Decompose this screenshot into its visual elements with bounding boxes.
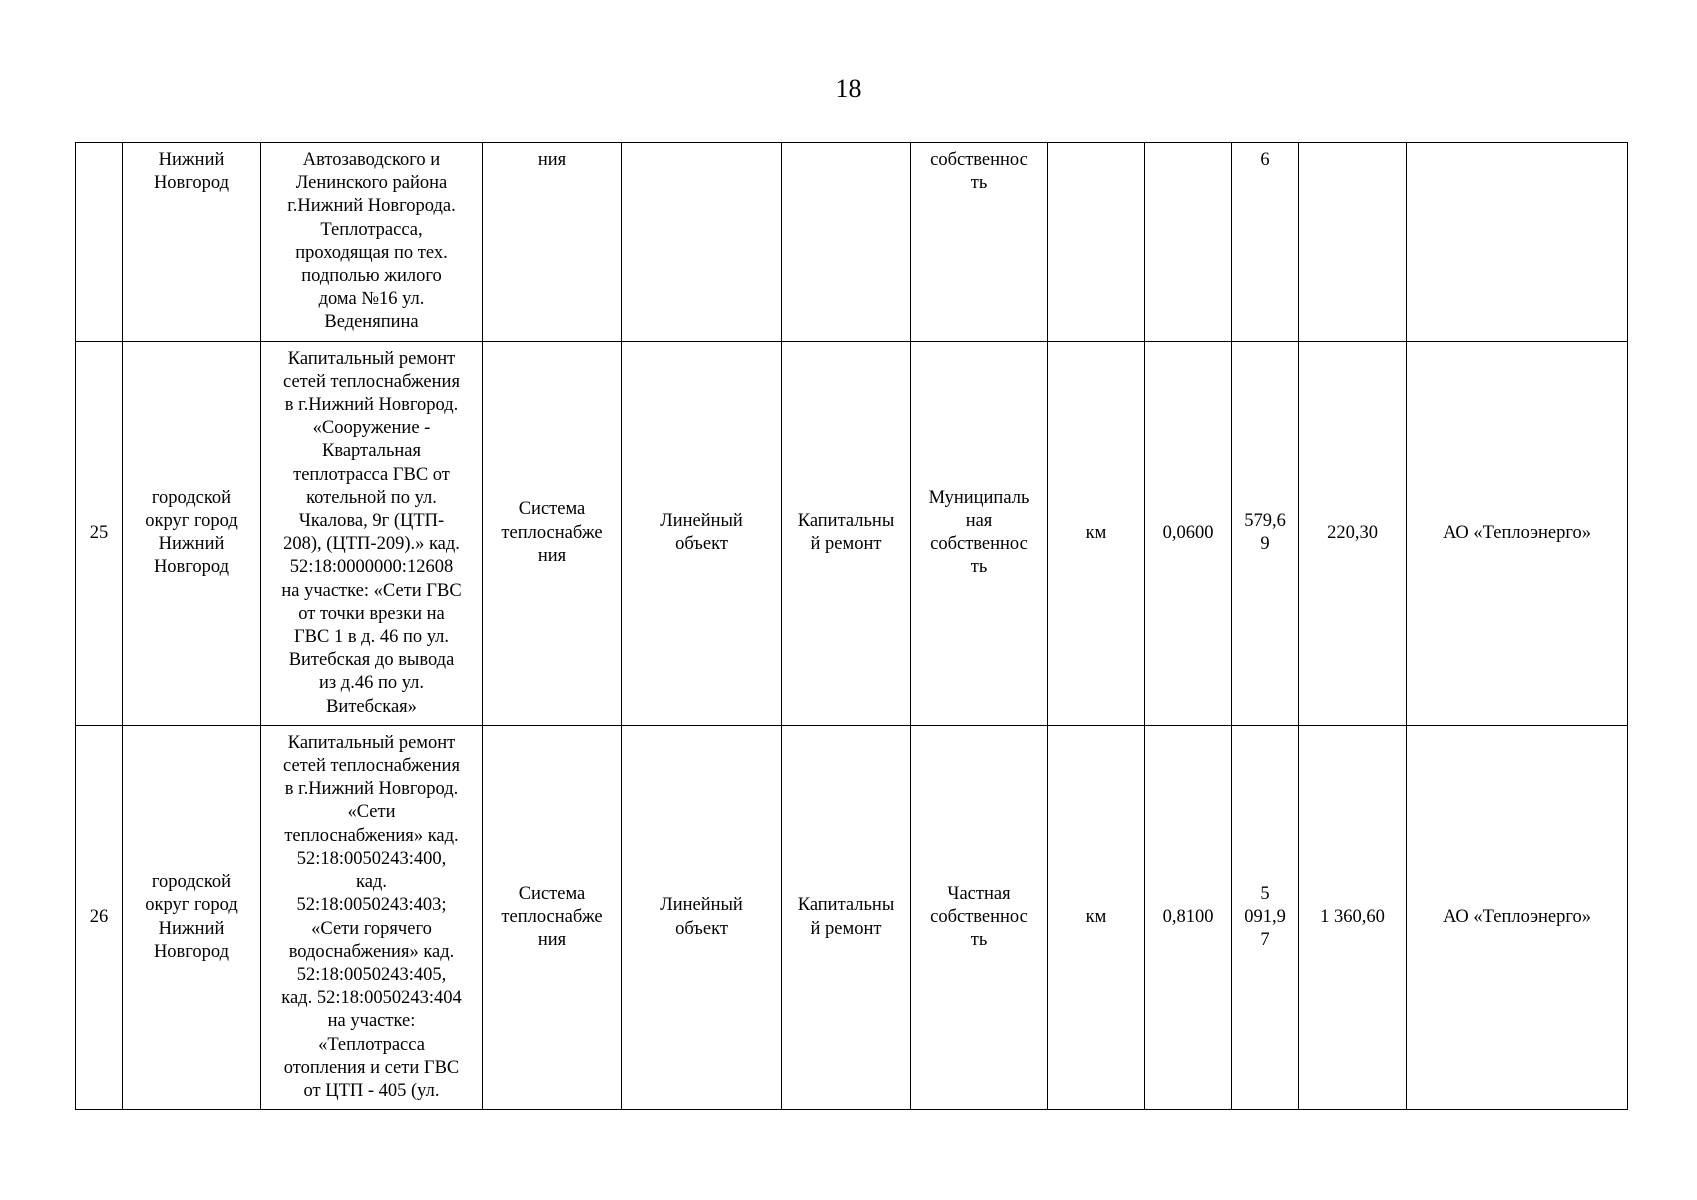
cell-ownership: Муниципаль ная собственнос ть: [911, 341, 1048, 725]
cell-length: [1145, 143, 1232, 342]
cell-amount: [1299, 143, 1407, 342]
cell-cost: 6: [1232, 143, 1299, 342]
cell-object-type: Линейный объект: [622, 341, 782, 725]
cell-cost: 5 091,9 7: [1232, 725, 1299, 1109]
cell-num: 25: [76, 341, 123, 725]
cell-amount: 1 360,60: [1299, 725, 1407, 1109]
table-row: [76, 725, 1628, 1109]
cell-object-type: Линейный объект: [622, 725, 782, 1109]
cell-object-type: [622, 143, 782, 342]
cell-ownership: собственнос ть: [911, 143, 1048, 342]
cell-work-type: [782, 143, 911, 342]
cell-municipality: городской округ город Нижний Новгород: [123, 725, 261, 1109]
cell-unit: км: [1048, 341, 1145, 725]
cell-num: 26: [76, 725, 123, 1109]
data-table: [75, 142, 1628, 1110]
cell-organization: [1407, 143, 1628, 342]
cell-description: Автозаводского и Ленинского района г.Нижний Новгорода. Теплотрасса, проходящая по тех. подполью жилого дома №16 ул. Веденяпина: [261, 143, 483, 342]
cell-description: Капитальный ремонт сетей теплоснабжения в г.Нижний Новгород. «Сооружение - Квартальная теплотрасса ГВС от котельной по ул. Чкалова, 9г (ЦТП- 208), (ЦТП-209).» кад. 52:18:0000000:12608 на участке: «Сети ГВС от точки врезки на ГВС 1 в д. 46 по ул. Витебская до вывода из д.46 по ул. Витебская»: [261, 341, 483, 725]
cell-ownership: Частная собственнос ть: [911, 725, 1048, 1109]
cell-system: ния: [483, 143, 622, 342]
cell-unit: [1048, 143, 1145, 342]
cell-length: 0,0600: [1145, 341, 1232, 725]
cell-work-type: Капитальны й ремонт: [782, 341, 911, 725]
cell-num: [76, 143, 123, 342]
table-row: [76, 341, 1628, 725]
cell-system: Система теплоснабже ния: [483, 341, 622, 725]
cell-cost: 579,6 9: [1232, 341, 1299, 725]
cell-unit: км: [1048, 725, 1145, 1109]
page-number: 18: [835, 74, 862, 103]
cell-length: 0,8100: [1145, 725, 1232, 1109]
cell-amount: 220,30: [1299, 341, 1407, 725]
cell-organization: АО «Теплоэнерго»: [1407, 725, 1628, 1109]
cell-description: Капитальный ремонт сетей теплоснабжения в г.Нижний Новгород. «Сети теплоснабжения» кад. 52:18:0050243:400, кад. 52:18:0050243:403; «Сети горячего водоснабжения» кад. 52:18:0050243:405, кад. 52:18:0050243:404 на участке: «Теплотрасса отопления и сети ГВС от ЦТП - 405 (ул.: [261, 725, 483, 1109]
table-row: [76, 143, 1628, 342]
cell-municipality: Нижний Новгород: [123, 143, 261, 342]
cell-municipality: городской округ город Нижний Новгород: [123, 341, 261, 725]
cell-organization: АО «Теплоэнерго»: [1407, 341, 1628, 725]
cell-work-type: Капитальны й ремонт: [782, 725, 911, 1109]
cell-system: Система теплоснабже ния: [483, 725, 622, 1109]
